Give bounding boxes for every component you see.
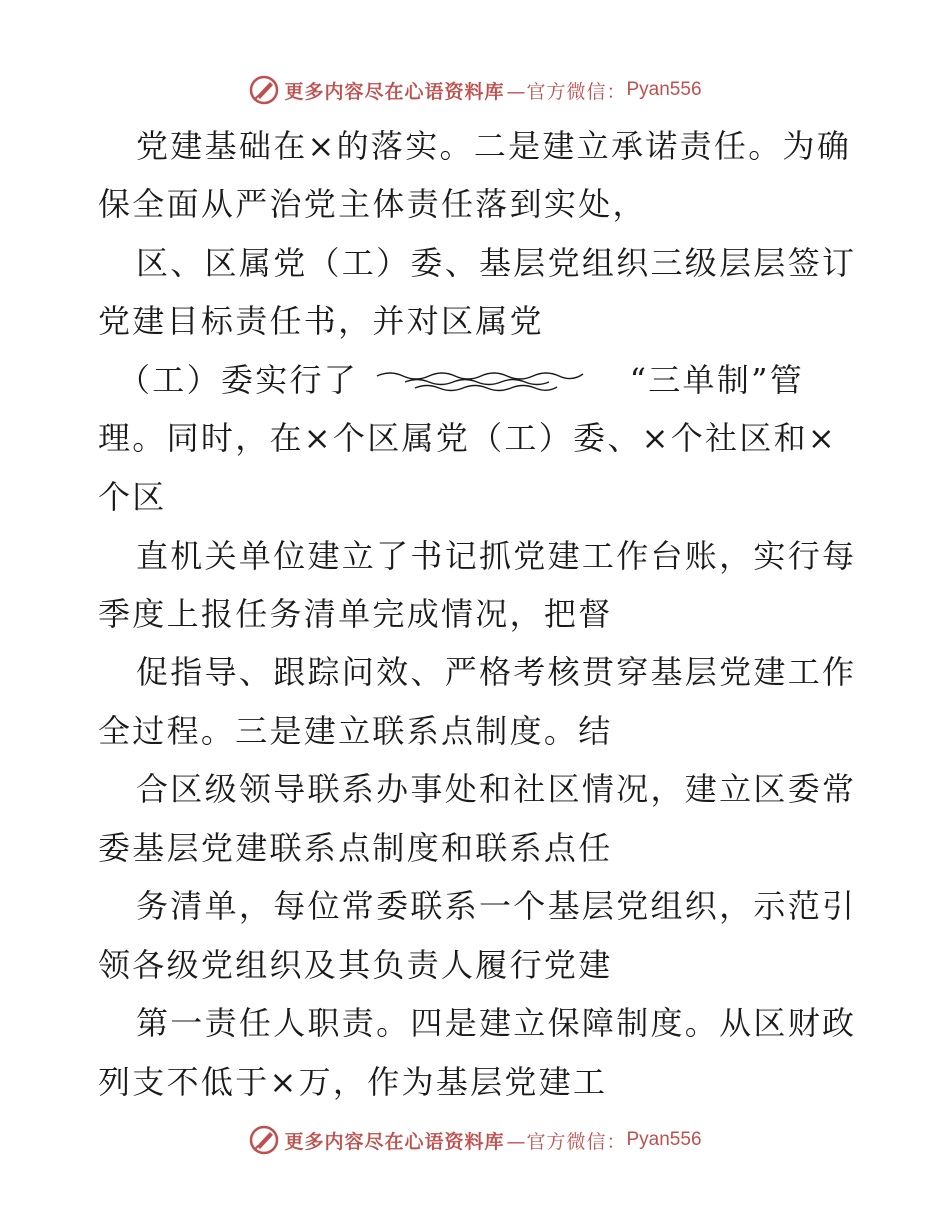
brand-logo-icon	[248, 74, 280, 106]
footer-watermark	[0, 1120, 950, 1160]
body-line-1: 党建基础在×的落实。二是建立承诺责任。为确	[136, 127, 852, 165]
footer-dash-text: —官方微信：	[506, 1130, 627, 1153]
body-line-17: 列支不低于×万，作为基层党建工	[98, 1063, 608, 1101]
body-line-12: 合区级领导联系办事处和社区情况，建立区委常	[136, 770, 857, 808]
body-line-2: 保全面从严治党主体责任落到实处，	[98, 185, 647, 223]
body-line-9: 季度上报任务清单完成情况，把督	[98, 595, 613, 633]
body-line-10: 促指导、跟踪问效、严格考核贯穿基层党建工作	[136, 653, 857, 691]
header-wechat-id: Pyan556	[626, 79, 702, 100]
body-line-13: 委基层党建联系点制度和联系点任	[98, 829, 613, 867]
body-line-3: 区、区属党（工）委、基层党组织三级层层签订	[136, 244, 857, 282]
wavy-underline-icon	[375, 368, 585, 398]
body-line-8: 直机关单位建立了书记抓党建工作台账，实行每	[136, 537, 857, 575]
header-site-text: 更多内容尽在心语资料库	[284, 80, 505, 103]
brand-logo-icon	[248, 1124, 280, 1156]
body-line-6: 理。同时，在×个区属党（工）委、×个社区和×	[98, 419, 838, 457]
header-dash-text: —官方微信：	[506, 80, 627, 103]
body-line-5-start: （工）委实行了	[118, 361, 359, 399]
body-line-14: 务清单，每位常委联系一个基层党组织，示范引	[136, 887, 857, 925]
body-line-15: 领各级党组织及其负责人履行党建	[98, 946, 613, 984]
body-line-16: 第一责任人职责。四是建立保障制度。从区财政	[136, 1004, 857, 1042]
body-line-4: 党建目标责任书，并对区属党	[98, 302, 544, 340]
body-line-11: 全过程。三是建立联系点制度。结	[98, 712, 613, 750]
header-watermark	[0, 70, 950, 110]
footer-wechat-id: Pyan556	[626, 1129, 702, 1150]
body-line-7: 个区	[98, 478, 167, 516]
footer-site-text: 更多内容尽在心语资料库	[284, 1130, 505, 1153]
body-line-5	[118, 360, 804, 400]
body-line-5-end: “三单制”管	[629, 361, 805, 399]
